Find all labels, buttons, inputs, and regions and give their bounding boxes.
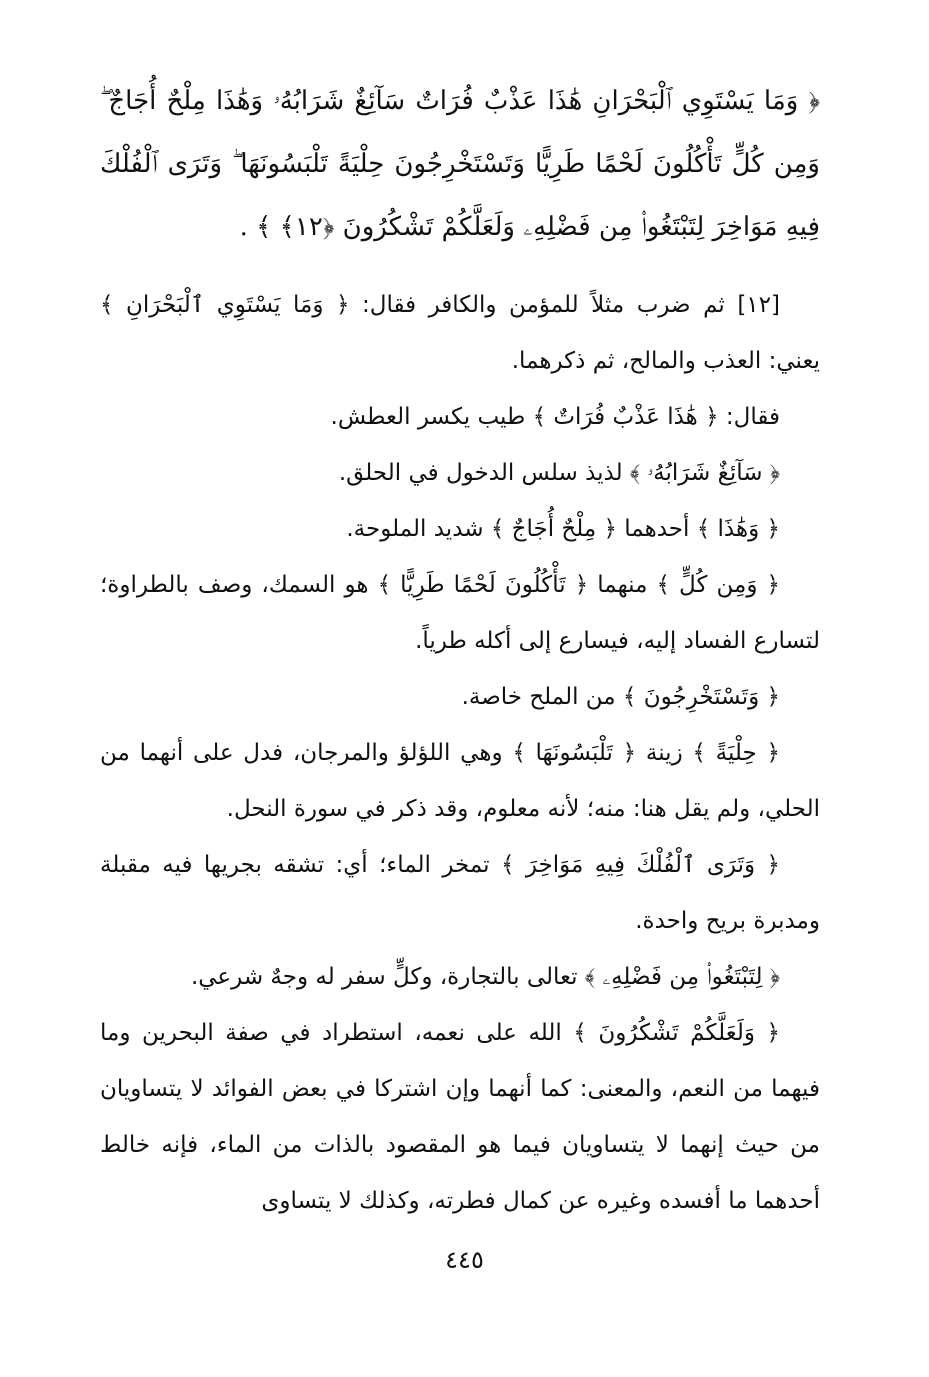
commentary-paragraph: ﴿ حِلْيَةً ﴾ زينة ﴿ تَلْبَسُونَهَا ﴾ وهي اللؤلؤ والمرجان، فدل على أنهما من الحلي، ولم يقل هنا: منه؛ لأنه معلوم، وقد ذكر في سورة النحل.	[100, 740, 820, 822]
commentary-paragraph: ﴿ وَتَرَى ٱلْفُلْكَ فِيهِ مَوَاخِرَ ﴾ تمخر الماء؛ أي: تشقه بجريها فيه مقبلة ومدبرة بريح واحدة.	[100, 852, 820, 934]
commentary-paragraph: ﴿ وَهَٰذَا ﴾ أحدهما ﴿ مِلْحٌ أُجَاجٌ ﴾ شديد الملوحة.	[346, 516, 780, 542]
commentary-paragraph: ﴿ وَلَعَلَّكُمْ تَشْكُرُونَ ﴾ الله على نعمه، استطراد في صفة البحرين وما فيهما من النعم، والمعنى: كما أنهما وإن اشتركا في بعض الفوائد لا يتساويان من حيث إنهما لا يتساويان فيما هو المقصود بالذات من الماء، فإنه خالط أحدهما ما أفسده وغيره عن كمال فطرته، وكذلك لا يتساوى	[100, 1020, 820, 1214]
quran-verse: ﴿ وَمَا يَسْتَوِي ٱلْبَحْرَانِ هَٰذَا عَذْبٌ فُرَاتٌ سَآئِغٌ شَرَابُهُۥ وَهَٰذَا مِلْحٌ أُجَاجٌ ۖ وَمِن كُلٍّ تَأْكُلُونَ لَحْمًا طَرِيًّا وَتَسْتَخْرِجُونَ حِلْيَةً تَلْبَسُونَهَا ۖ وَتَرَى ٱلْفُلْكَ فِيهِ مَوَاخِرَ لِتَبْتَغُوا۟ مِن فَضْلِهِۦ وَلَعَلَّكُمْ تَشْكُرُونَ ﴿١٢﴾ ﴾ .	[100, 86, 820, 242]
commentary-paragraph: ﴿ وَمِن كُلٍّ ﴾ منهما ﴿ تَأْكُلُونَ لَحْمًا طَرِيًّا ﴾ هو السمك، وصف بالطراوة؛ لتسارع الفساد إليه، فيسارع إلى أكله طرياً.	[100, 572, 820, 654]
page-body	[100, 70, 820, 1270]
commentary-paragraph: ﴿ سَآئِغٌ شَرَابُهُۥ ﴾ لذيذ سلس الدخول في الحلق.	[338, 460, 780, 486]
commentary-paragraph: ﴿ وَتَسْتَخْرِجُونَ ﴾ من الملح خاصة.	[461, 684, 780, 710]
commentary-paragraph: ﴿ لِتَبْتَغُوا۟ مِن فَضْلِهِۦ ﴾ تعالى بالتجارة، وكلٍّ سفر له وجهٌ شرعي.	[190, 964, 780, 990]
page-number: ٤٤٥	[445, 1246, 484, 1274]
commentary-paragraph: [١٢] ثم ضرب مثلاً للمؤمن والكافر فقال: ﴿ وَمَا يَسْتَوِي ٱلْبَحْرَانِ ﴾ يعني: العذب والمالح، ثم ذكرهما.	[100, 292, 820, 374]
commentary-paragraph: فقال: ﴿ هَٰذَا عَذْبٌ فُرَاتٌ ﴾ طيب يكسر العطش.	[330, 404, 780, 430]
